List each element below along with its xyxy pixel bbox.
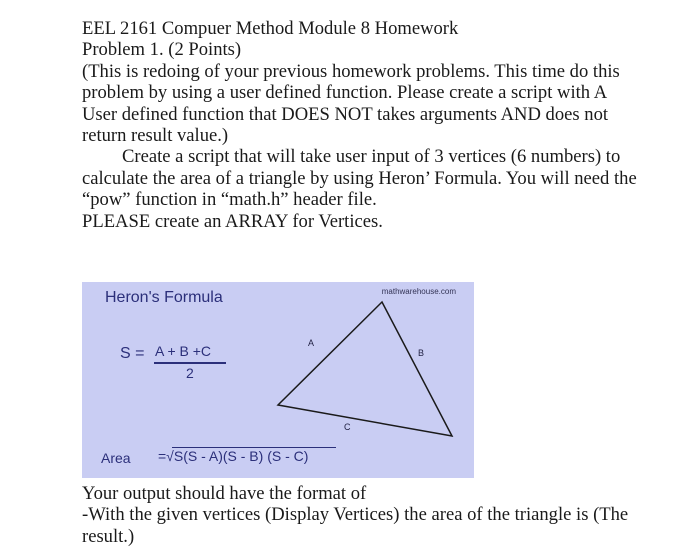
area-label: Area [101, 450, 131, 466]
side-a-label: A [308, 338, 315, 348]
herons-formula-figure [82, 282, 474, 478]
area-formula: =√S(S - A)(S - B) (S - C) [158, 448, 309, 464]
instructions-paragraph: (This is redoing of your previous homework problems. This time do this problem by using a user defined function. Please create a script with A User defined function that DOES NOT takes arguments AND does not return result value.) [82, 60, 620, 147]
semi-perimeter-denominator: 2 [186, 365, 194, 381]
problem-text [82, 18, 642, 232]
doc-title: EEL 2161 Compuer Method Module 8 Homework [82, 18, 459, 39]
figure-source: mathwarehouse.com [381, 287, 456, 296]
side-c-label: C [344, 422, 351, 432]
triangle-shape [278, 302, 452, 436]
problem-heading: Problem 1. (2 Points) [82, 39, 242, 61]
output-intro: Your output should have the format of [82, 483, 367, 504]
figure-title: Heron's Formula [105, 289, 223, 306]
task-paragraph: Create a script that will take user input of 3 vertices (6 numbers) to calculate the area of a triangle by using Heron’ Formula. You will need the “pow” function in “math.h” header file. [82, 146, 637, 211]
output-instructions [82, 483, 642, 547]
side-b-label: B [418, 348, 425, 358]
output-format: -With the given vertices (Display Vertices) the area of the triangle is (The result.) [82, 504, 629, 547]
semi-perimeter-label: S = [120, 345, 145, 362]
semi-perimeter-numerator: A + B +C [155, 343, 212, 359]
array-requirement: PLEASE create an ARRAY for Vertices. [82, 210, 383, 232]
